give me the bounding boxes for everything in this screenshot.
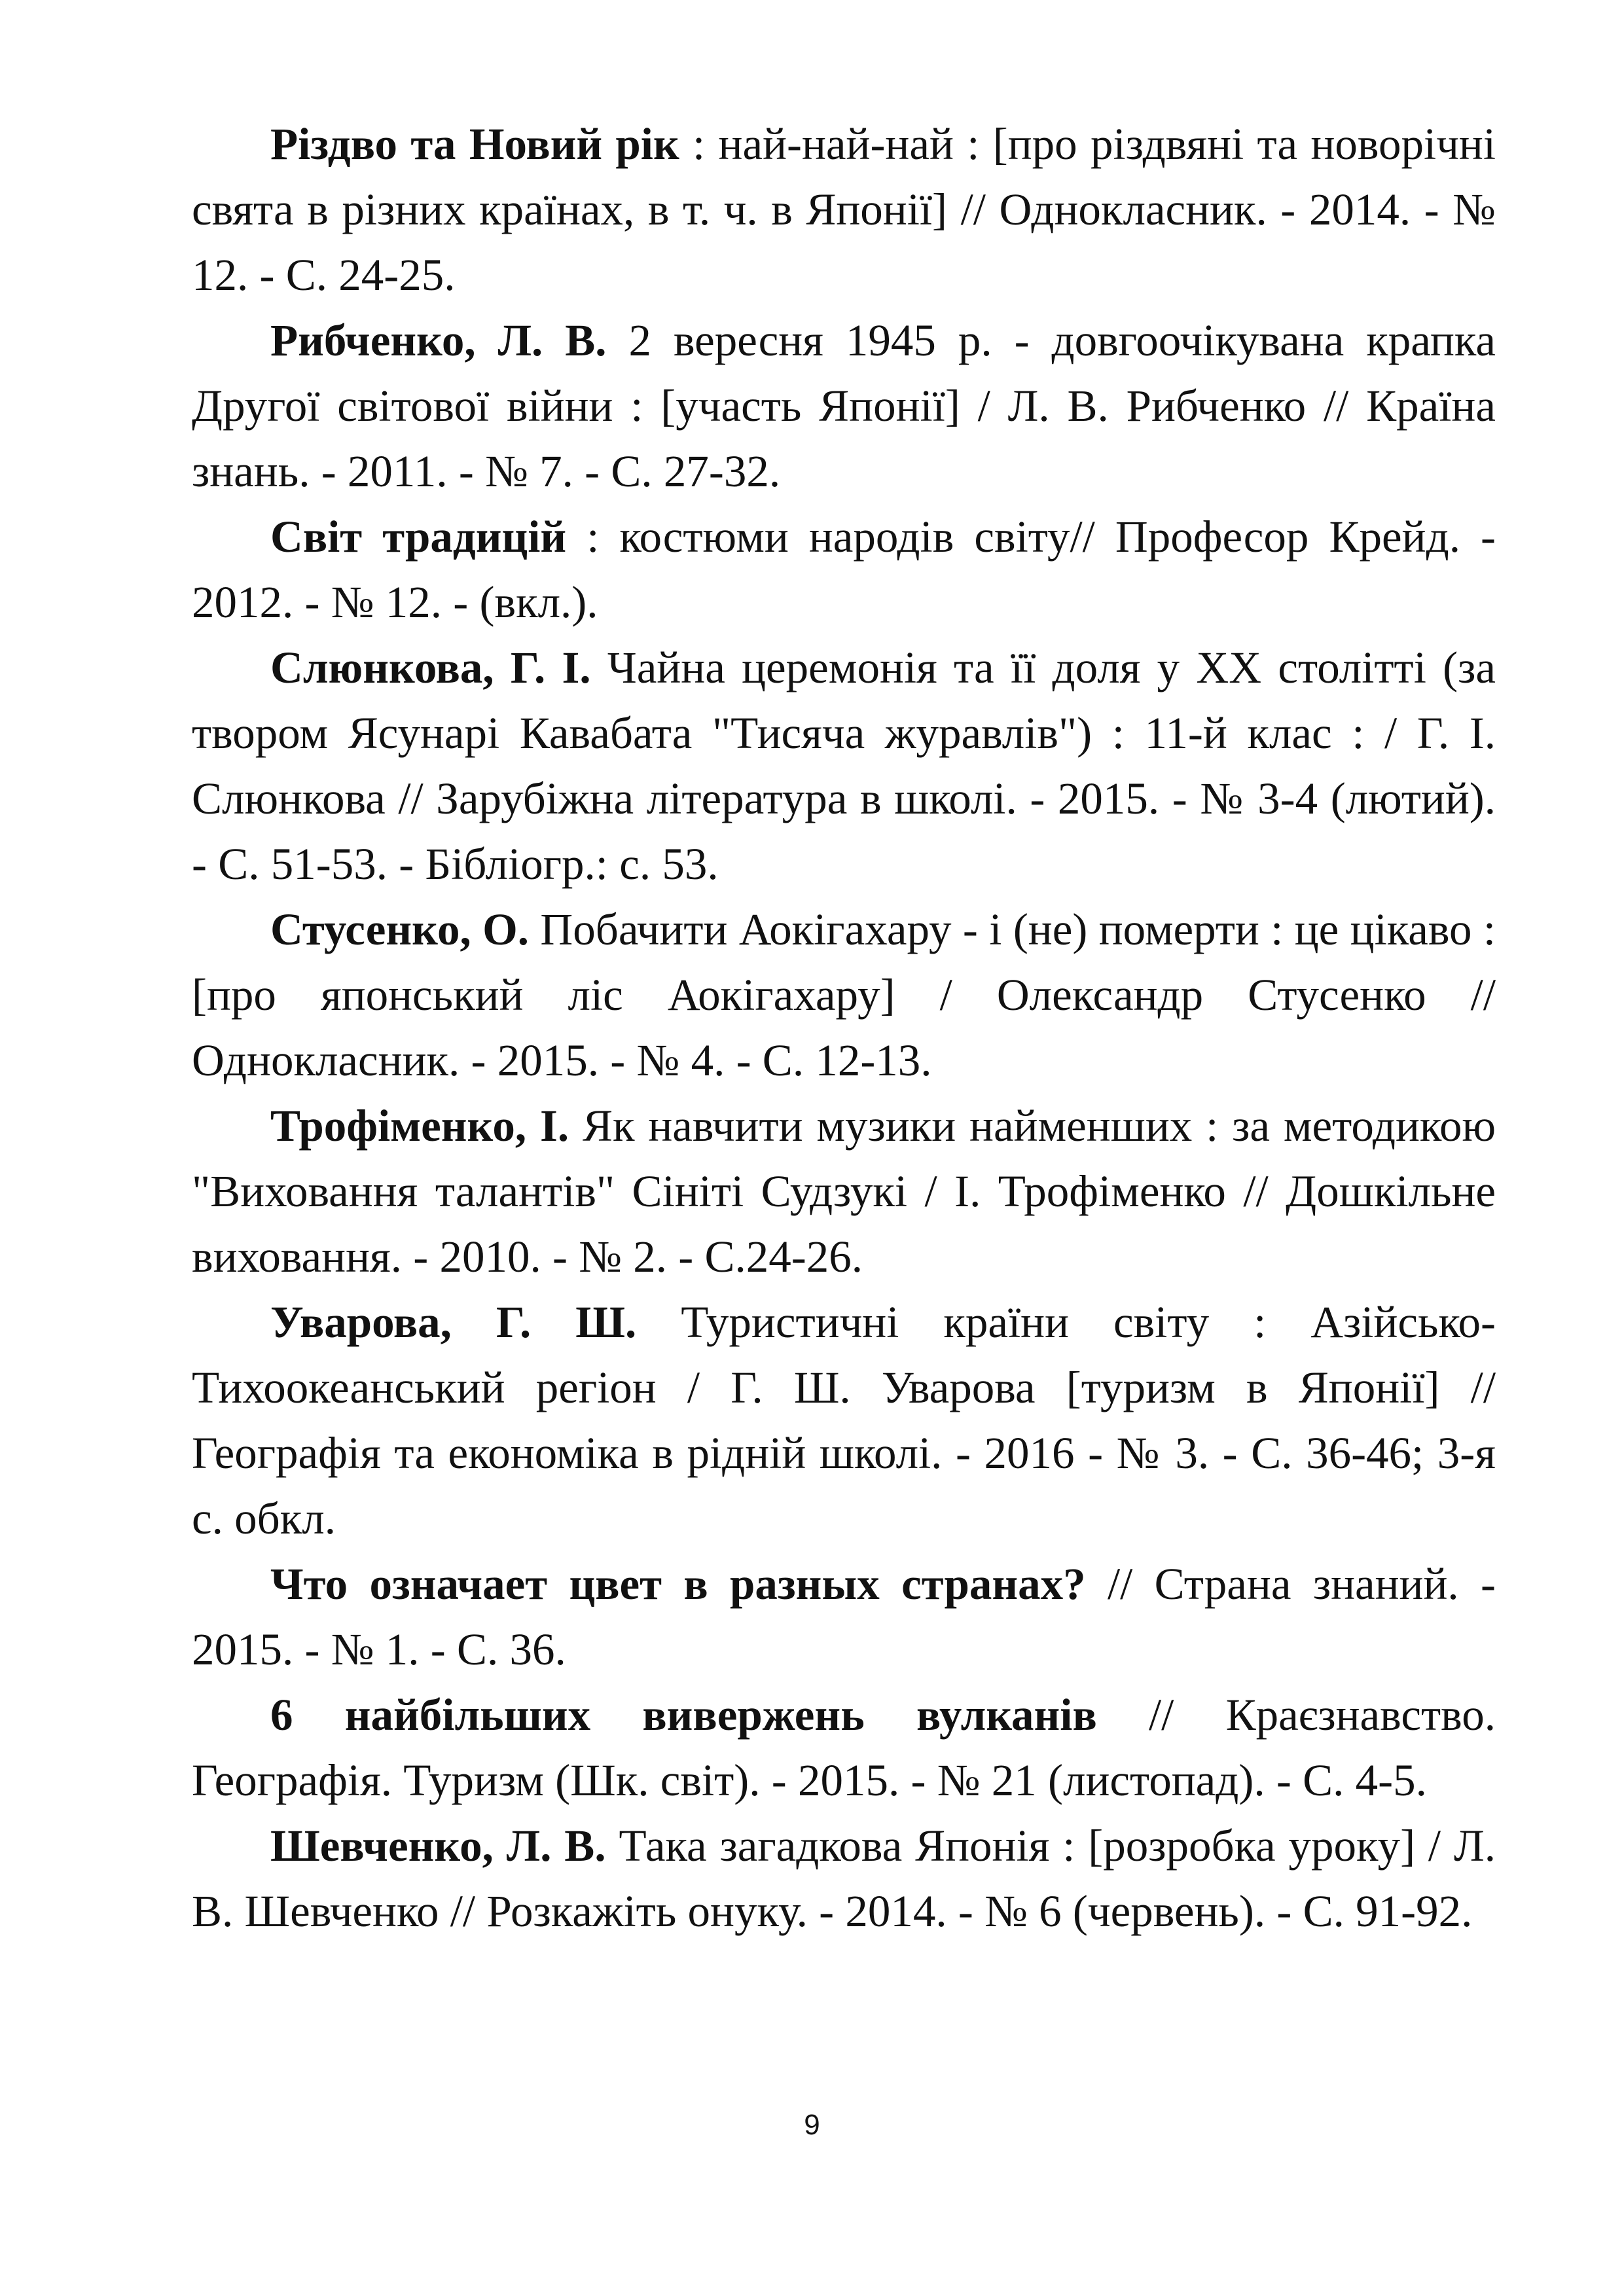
entry-text: Чайна церемонія та її доля у XX столітті (за твором Ясунарі Кавабата "Тисяча журавлів") : 11-й клас : / Г. І. Слюнкова // Зарубіжна література в школі. - 2015. - № 3-4 (лютий). - С. 51-53. - Бібліогр.: с. 53. bbox=[192, 643, 1496, 889]
bibliography-entry bbox=[192, 635, 1496, 897]
bibliography-entry bbox=[192, 897, 1496, 1093]
entry-text: Побачити Аокігахару - і (не) померти : це цікаво : [про японський ліс Аокігахару] / Олександр Стусенко // Однокласник. - 2015. - № 4. - С. 12-13. bbox=[192, 905, 1496, 1085]
bibliography-entry bbox=[192, 308, 1496, 504]
entry-heading: Что означает цвет в разных странах? bbox=[270, 1559, 1086, 1609]
entry-heading: Шевченко, Л. В. bbox=[270, 1821, 606, 1871]
page-number: 9 bbox=[804, 2109, 820, 2141]
bibliography-entry bbox=[192, 1551, 1496, 1682]
entry-heading: Рибченко, Л. В. bbox=[270, 315, 607, 365]
entry-heading: Світ традицій bbox=[270, 512, 567, 562]
bibliography-entry bbox=[192, 504, 1496, 635]
entry-text: // Страна знаний. - 2015. - № 1. - С. 36. bbox=[192, 1559, 1496, 1674]
entry-text: 2 вересня 1945 р. - довгоочікувана крапка Другої світової війни : [участь Японії] / Л. В. Рибченко // Країна знань. - 2011. - № 7. - С. 27-32. bbox=[192, 315, 1496, 496]
entry-heading: Стусенко, О. bbox=[270, 905, 530, 954]
entry-heading: 6 найбільших вивержень вулканів bbox=[270, 1690, 1097, 1740]
bibliography-entry bbox=[192, 1289, 1496, 1551]
bibliography-entry bbox=[192, 111, 1496, 308]
entry-text: Така загадкова Японія : [розробка уроку] / Л. В. Шевченко // Розкажіть онуку. - 2014. - № 6 (червень). - С. 91-92. bbox=[192, 1821, 1496, 1936]
entry-text: Туристичні країни світу : Азійсько-Тихоокеанський регіон / Г. Ш. Уварова [туризм в Японії] // Географія та економіка в рідній школі. - 2016 - № 3. - С. 36-46; 3-я с. обкл. bbox=[192, 1297, 1496, 1543]
bibliography-entry bbox=[192, 1682, 1496, 1813]
entry-text: : най-най-най : [про різдвяні та новорічні свята в різних країнах, в т. ч. в Японії] // Однокласник. - 2014. - № 12. - С. 24-25. bbox=[192, 119, 1496, 300]
entry-heading: Слюнкова, Г. І. bbox=[270, 643, 591, 692]
entry-text: : костюми народів світу// Професор Крейд. - 2012. - № 12. - (вкл.). bbox=[192, 512, 1496, 627]
bibliography-entry bbox=[192, 1813, 1496, 1944]
entry-text: // Краєзнавство. Географія. Туризм (Шк. світ). - 2015. - № 21 (листопад). - С. 4-5. bbox=[192, 1690, 1496, 1805]
entry-text: Як навчити музики найменших : за методикою "Виховання талантів" Сініті Судзукі / І. Трофіменко // Дошкільне виховання. - 2010. - № 2. - С.24-26. bbox=[192, 1101, 1496, 1282]
entry-heading: Різдво та Новий рік bbox=[270, 119, 679, 169]
entry-heading: Уварова, Г. Ш. bbox=[270, 1297, 637, 1347]
entry-heading: Трофіменко, І. bbox=[270, 1101, 569, 1151]
bibliography-list bbox=[192, 111, 1496, 1944]
bibliography-entry bbox=[192, 1093, 1496, 1289]
